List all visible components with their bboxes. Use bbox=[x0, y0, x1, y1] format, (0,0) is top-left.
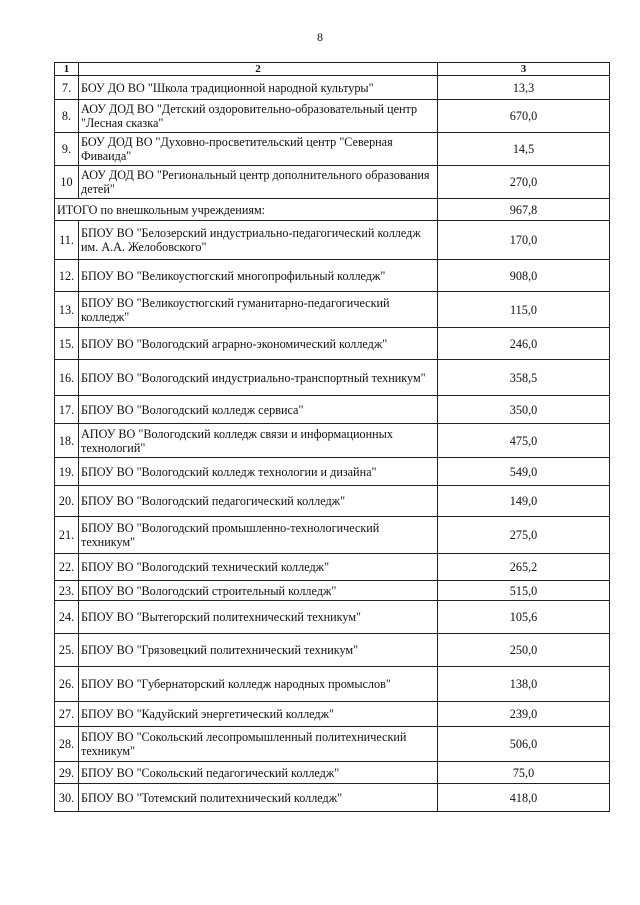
institution-name: БПОУ ВО "Вытегорский политехнический техникум" bbox=[79, 601, 438, 634]
row-number: 26. bbox=[55, 667, 79, 702]
row-value: 14,5 bbox=[438, 133, 610, 166]
total-value: 967,8 bbox=[438, 199, 610, 221]
institution-name: БПОУ ВО "Великоустюгский многопрофильный колледж" bbox=[79, 260, 438, 292]
header-col-1: 1 bbox=[55, 63, 79, 76]
row-value: 250,0 bbox=[438, 634, 610, 667]
header-col-3: 3 bbox=[438, 63, 610, 76]
row-value: 105,6 bbox=[438, 601, 610, 634]
row-value: 149,0 bbox=[438, 486, 610, 517]
institutions-table bbox=[54, 62, 610, 812]
row-value: 246,0 bbox=[438, 328, 610, 360]
institution-name: БОУ ДО ВО "Школа традиционной народной культуры" bbox=[79, 76, 438, 100]
row-value: 75,0 bbox=[438, 762, 610, 784]
row-number: 13. bbox=[55, 292, 79, 328]
table-row bbox=[55, 727, 610, 762]
institution-name: БОУ ДОД ВО "Духовно-просветительский центр "Северная Фиваида" bbox=[79, 133, 438, 166]
table-row bbox=[55, 76, 610, 100]
table-row bbox=[55, 328, 610, 360]
table-row bbox=[55, 221, 610, 260]
table-row bbox=[55, 292, 610, 328]
row-value: 515,0 bbox=[438, 581, 610, 601]
table-row bbox=[55, 702, 610, 727]
institution-name: БПОУ ВО "Грязовецкий политехнический техникум" bbox=[79, 634, 438, 667]
row-number: 16. bbox=[55, 360, 79, 396]
table-row bbox=[55, 517, 610, 554]
table-row bbox=[55, 166, 610, 199]
row-number: 21. bbox=[55, 517, 79, 554]
table-row bbox=[55, 260, 610, 292]
row-number: 17. bbox=[55, 396, 79, 424]
institution-name: АОУ ДОД ВО "Региональный центр дополнительного образования детей" bbox=[79, 166, 438, 199]
row-value: 13,3 bbox=[438, 76, 610, 100]
table-total-row bbox=[55, 199, 610, 221]
row-number: 30. bbox=[55, 784, 79, 812]
row-number: 10 bbox=[55, 166, 79, 199]
table-row bbox=[55, 762, 610, 784]
row-value: 265,2 bbox=[438, 554, 610, 581]
row-value: 170,0 bbox=[438, 221, 610, 260]
page-number: 8 bbox=[317, 30, 323, 44]
row-number: 9. bbox=[55, 133, 79, 166]
row-value: 115,0 bbox=[438, 292, 610, 328]
row-value: 506,0 bbox=[438, 727, 610, 762]
row-value: 670,0 bbox=[438, 100, 610, 133]
institution-name: БПОУ ВО "Великоустюгский гуманитарно-педагогический колледж" bbox=[79, 292, 438, 328]
row-value: 270,0 bbox=[438, 166, 610, 199]
table-row bbox=[55, 458, 610, 486]
institution-name: БПОУ ВО "Вологодский аграрно-экономический колледж" bbox=[79, 328, 438, 360]
row-value: 418,0 bbox=[438, 784, 610, 812]
table-row bbox=[55, 601, 610, 634]
row-number: 19. bbox=[55, 458, 79, 486]
institution-name: АОУ ДОД ВО "Детский оздоровительно-образовательный центр "Лесная сказка" bbox=[79, 100, 438, 133]
table-body bbox=[55, 63, 610, 812]
table-row bbox=[55, 396, 610, 424]
institution-name: АПОУ ВО "Вологодский колледж связи и информационных технологий" bbox=[79, 424, 438, 458]
institution-name: БПОУ ВО "Вологодский промышленно-технологический техникум" bbox=[79, 517, 438, 554]
table-row bbox=[55, 100, 610, 133]
row-number: 22. bbox=[55, 554, 79, 581]
table-row bbox=[55, 360, 610, 396]
row-number: 12. bbox=[55, 260, 79, 292]
row-number: 24. bbox=[55, 601, 79, 634]
institution-name: БПОУ ВО "Сокольский педагогический колледж" bbox=[79, 762, 438, 784]
row-value: 138,0 bbox=[438, 667, 610, 702]
institution-name: БПОУ ВО "Губернаторский колледж народных промыслов" bbox=[79, 667, 438, 702]
row-number: 11. bbox=[55, 221, 79, 260]
row-number: 15. bbox=[55, 328, 79, 360]
row-value: 275,0 bbox=[438, 517, 610, 554]
row-number: 27. bbox=[55, 702, 79, 727]
row-value: 475,0 bbox=[438, 424, 610, 458]
institution-name: БПОУ ВО "Сокольский лесопромышленный политехнический техникум" bbox=[79, 727, 438, 762]
header-col-2: 2 bbox=[79, 63, 438, 76]
row-number: 7. bbox=[55, 76, 79, 100]
institution-name: БПОУ ВО "Вологодский педагогический колледж" bbox=[79, 486, 438, 517]
row-number: 8. bbox=[55, 100, 79, 133]
table-row bbox=[55, 667, 610, 702]
total-label: ИТОГО по внешкольным учреждениям: bbox=[55, 199, 438, 221]
row-value: 358,5 bbox=[438, 360, 610, 396]
institution-name: БПОУ ВО "Белозерский индустриально-педагогический колледж им. А.А. Желобовского" bbox=[79, 221, 438, 260]
table-row bbox=[55, 554, 610, 581]
institution-name: БПОУ ВО "Вологодский технический колледж" bbox=[79, 554, 438, 581]
row-number: 20. bbox=[55, 486, 79, 517]
table-row bbox=[55, 784, 610, 812]
table-row bbox=[55, 486, 610, 517]
institution-name: БПОУ ВО "Вологодский колледж технологии и дизайна" bbox=[79, 458, 438, 486]
institution-name: БПОУ ВО "Вологодский колледж сервиса" bbox=[79, 396, 438, 424]
institution-name: БПОУ ВО "Тотемский политехнический колледж" bbox=[79, 784, 438, 812]
table-header-row bbox=[55, 63, 610, 76]
table-row bbox=[55, 581, 610, 601]
row-value: 549,0 bbox=[438, 458, 610, 486]
row-value: 908,0 bbox=[438, 260, 610, 292]
row-number: 23. bbox=[55, 581, 79, 601]
table-row bbox=[55, 133, 610, 166]
institution-name: БПОУ ВО "Вологодский индустриально-транспортный техникум" bbox=[79, 360, 438, 396]
row-value: 350,0 bbox=[438, 396, 610, 424]
row-number: 28. bbox=[55, 727, 79, 762]
row-number: 25. bbox=[55, 634, 79, 667]
table-row bbox=[55, 634, 610, 667]
row-value: 239,0 bbox=[438, 702, 610, 727]
institution-name: БПОУ ВО "Кадуйский энергетический колледж" bbox=[79, 702, 438, 727]
table-row bbox=[55, 424, 610, 458]
row-number: 18. bbox=[55, 424, 79, 458]
institution-name: БПОУ ВО "Вологодский строительный колледж" bbox=[79, 581, 438, 601]
row-number: 29. bbox=[55, 762, 79, 784]
